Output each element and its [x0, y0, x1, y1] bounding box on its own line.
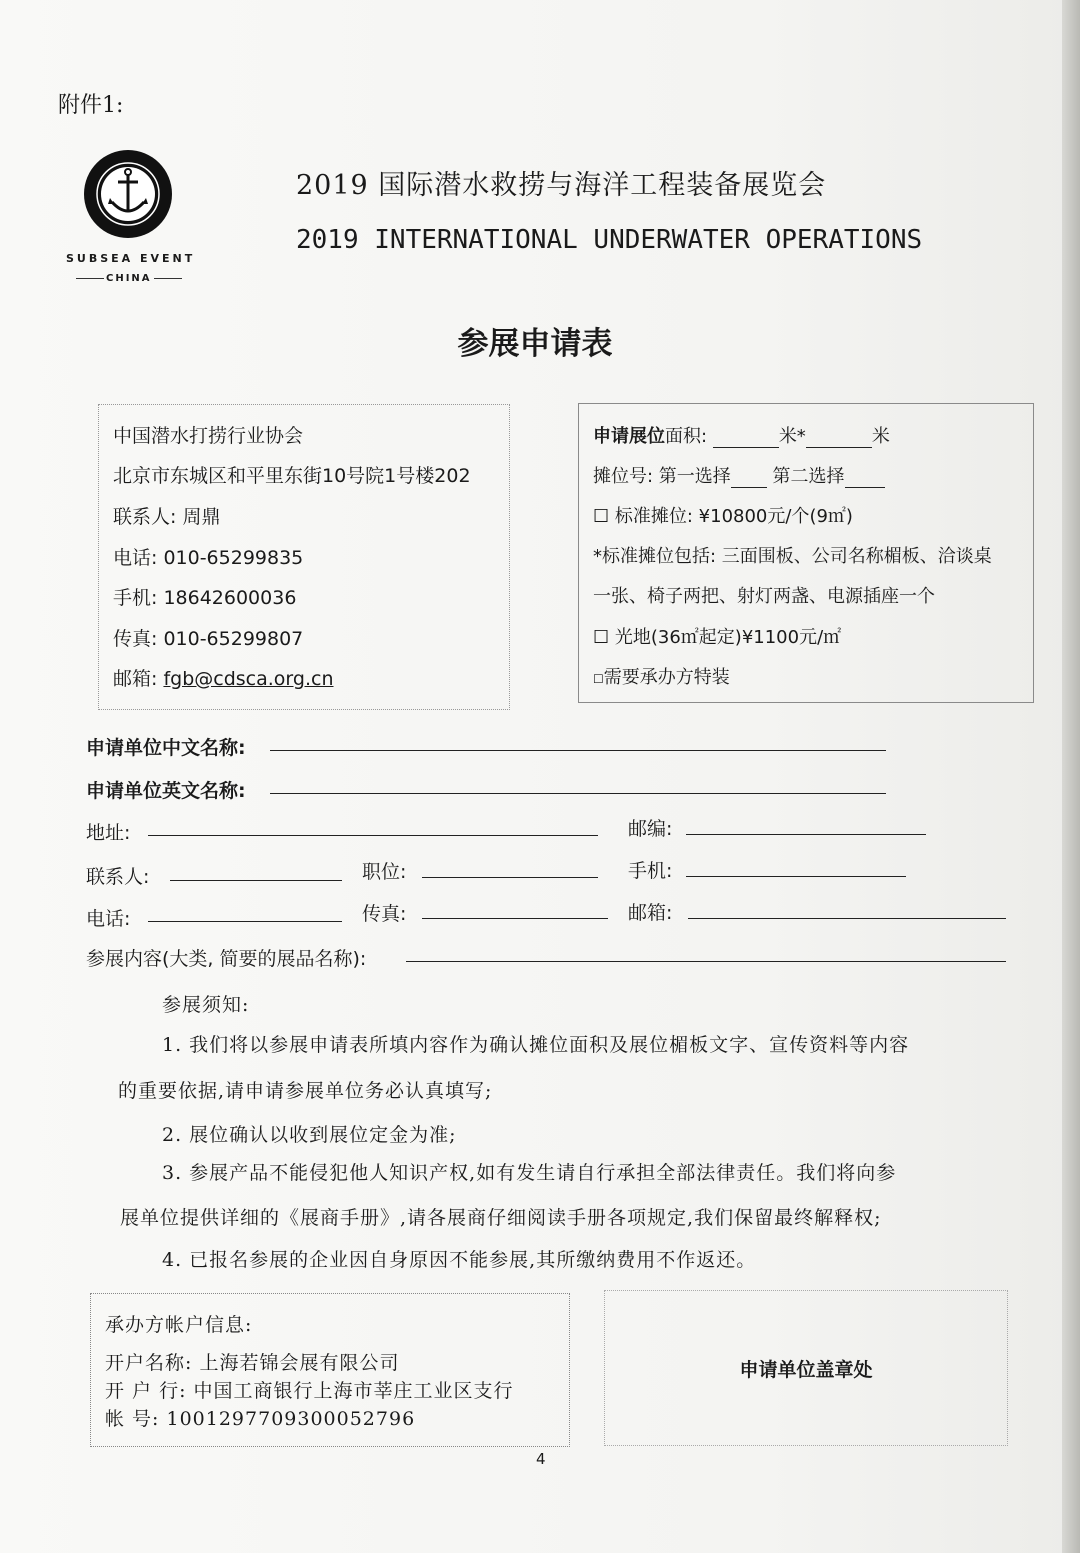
second-choice-input[interactable]: [845, 469, 885, 488]
cn-name-input[interactable]: [270, 750, 886, 751]
logo: [66, 148, 196, 284]
account-name: 开户名称: 上海若锦会展有限公司: [105, 1352, 400, 1374]
standard-includes-line2: 一张、椅子两把、射灯两盏、电源插座一个: [593, 586, 935, 607]
account-number: 帐 号: 1001297709300052796: [105, 1408, 416, 1430]
title-english: 2019 INTERNATIONAL UNDERWATER OPERATIONS: [296, 225, 923, 255]
logo-text-china: CHINA: [66, 273, 196, 284]
standard-booth-row: ☐ 标准摊位: ¥10800元/个(9㎡): [593, 506, 853, 527]
postcode-label: 邮编:: [628, 818, 673, 840]
contact-label: 联系人:: [86, 866, 150, 888]
booth-area-row: 申请展位面积: 米* 米: [593, 426, 890, 447]
org-fax: 传真: 010-65299807: [113, 628, 304, 650]
position-label: 职位:: [362, 861, 407, 883]
org-name: 中国潜水打捞行业协会: [113, 425, 304, 447]
note-1b: 的重要依据,请申请参展单位务必认真填写;: [118, 1080, 493, 1102]
note-4: 4. 已报名参展的企业因自身原因不能参展,其所缴纳费用不作返还。: [162, 1249, 757, 1271]
email-link[interactable]: fgb@cdsca.org.cn: [163, 668, 334, 690]
org-address: 北京市东城区和平里东街10号院1号楼202: [113, 465, 471, 487]
title-chinese: 2019 国际潜水救捞与海洋工程装备展览会: [296, 170, 827, 201]
phone-input[interactable]: [148, 921, 342, 922]
email-input[interactable]: [688, 918, 1006, 919]
org-email-row: 邮箱: fgb@cdsca.org.cn: [113, 668, 334, 690]
area-width-input[interactable]: [806, 429, 872, 448]
logo-text-subsea: SUBSEA EVENT: [66, 252, 196, 265]
raw-space-checkbox[interactable]: ☐: [593, 627, 610, 648]
notes-heading: 参展须知:: [162, 994, 250, 1016]
special-build-checkbox[interactable]: ☐: [593, 672, 604, 686]
contact-input[interactable]: [170, 880, 342, 881]
attachment-label: 附件1:: [58, 93, 124, 118]
position-input[interactable]: [422, 877, 598, 878]
org-phone: 电话: 010-65299835: [113, 547, 304, 569]
email-label: 邮箱:: [628, 902, 673, 924]
stamp-label: 申请单位盖章处: [739, 1359, 873, 1381]
org-mobile: 手机: 18642600036: [113, 587, 297, 609]
anchor-emblem-icon: [82, 148, 174, 240]
postcode-input[interactable]: [686, 834, 926, 835]
account-bank: 开 户 行: 中国工商银行上海市莘庄工业区支行: [105, 1380, 514, 1402]
address-label: 地址:: [86, 822, 131, 844]
mobile-label: 手机:: [628, 860, 673, 882]
address-input[interactable]: [148, 835, 598, 836]
exhibit-content-label: 参展内容(大类, 简要的展品名称):: [86, 948, 367, 970]
phone-label: 电话:: [86, 908, 131, 930]
note-1a: 1. 我们将以参展申请表所填内容作为确认摊位面积及展位楣板文字、宣传资料等内容: [162, 1034, 910, 1056]
page-edge: [1062, 0, 1080, 1553]
special-build-row: ☐需要承办方特装: [593, 667, 730, 688]
en-name-label: 申请单位英文名称:: [86, 780, 246, 802]
organizer-account-box: [90, 1293, 570, 1447]
note-2: 2. 展位确认以收到展位定金为准;: [162, 1124, 457, 1146]
mobile-input[interactable]: [686, 876, 906, 877]
en-name-input[interactable]: [270, 793, 886, 794]
account-heading: 承办方帐户信息:: [105, 1314, 253, 1336]
booth-number-row: 摊位号: 第一选择 第二选择: [593, 462, 885, 488]
org-contact: 联系人: 周鼎: [113, 506, 221, 528]
area-length-input[interactable]: [713, 429, 779, 448]
fax-label: 传真:: [362, 903, 407, 925]
page-number: 4: [536, 1450, 546, 1468]
cn-name-label: 申请单位中文名称:: [86, 737, 246, 759]
form-title: 参展申请表: [457, 326, 613, 362]
exhibit-content-input[interactable]: [406, 961, 1006, 962]
standard-includes-line1: *标准摊位包括: 三面围板、公司名称楣板、洽谈桌: [593, 546, 992, 567]
first-choice-input[interactable]: [731, 469, 767, 488]
fax-input[interactable]: [422, 918, 608, 919]
note-3a: 3. 参展产品不能侵犯他人知识产权,如有发生请自行承担全部法律责任。我们将向参: [162, 1162, 897, 1184]
stamp-area[interactable]: [604, 1290, 1008, 1446]
organizer-contact-box: [98, 404, 510, 710]
booth-application-box: [578, 403, 1034, 703]
note-3b: 展单位提供详细的《展商手册》,请各展商仔细阅读手册各项规定,我们保留最终解释权;: [120, 1207, 882, 1229]
standard-booth-checkbox[interactable]: ☐: [593, 506, 610, 527]
raw-space-row: ☐ 光地(36㎡起定)¥1100元/㎡: [593, 627, 842, 648]
